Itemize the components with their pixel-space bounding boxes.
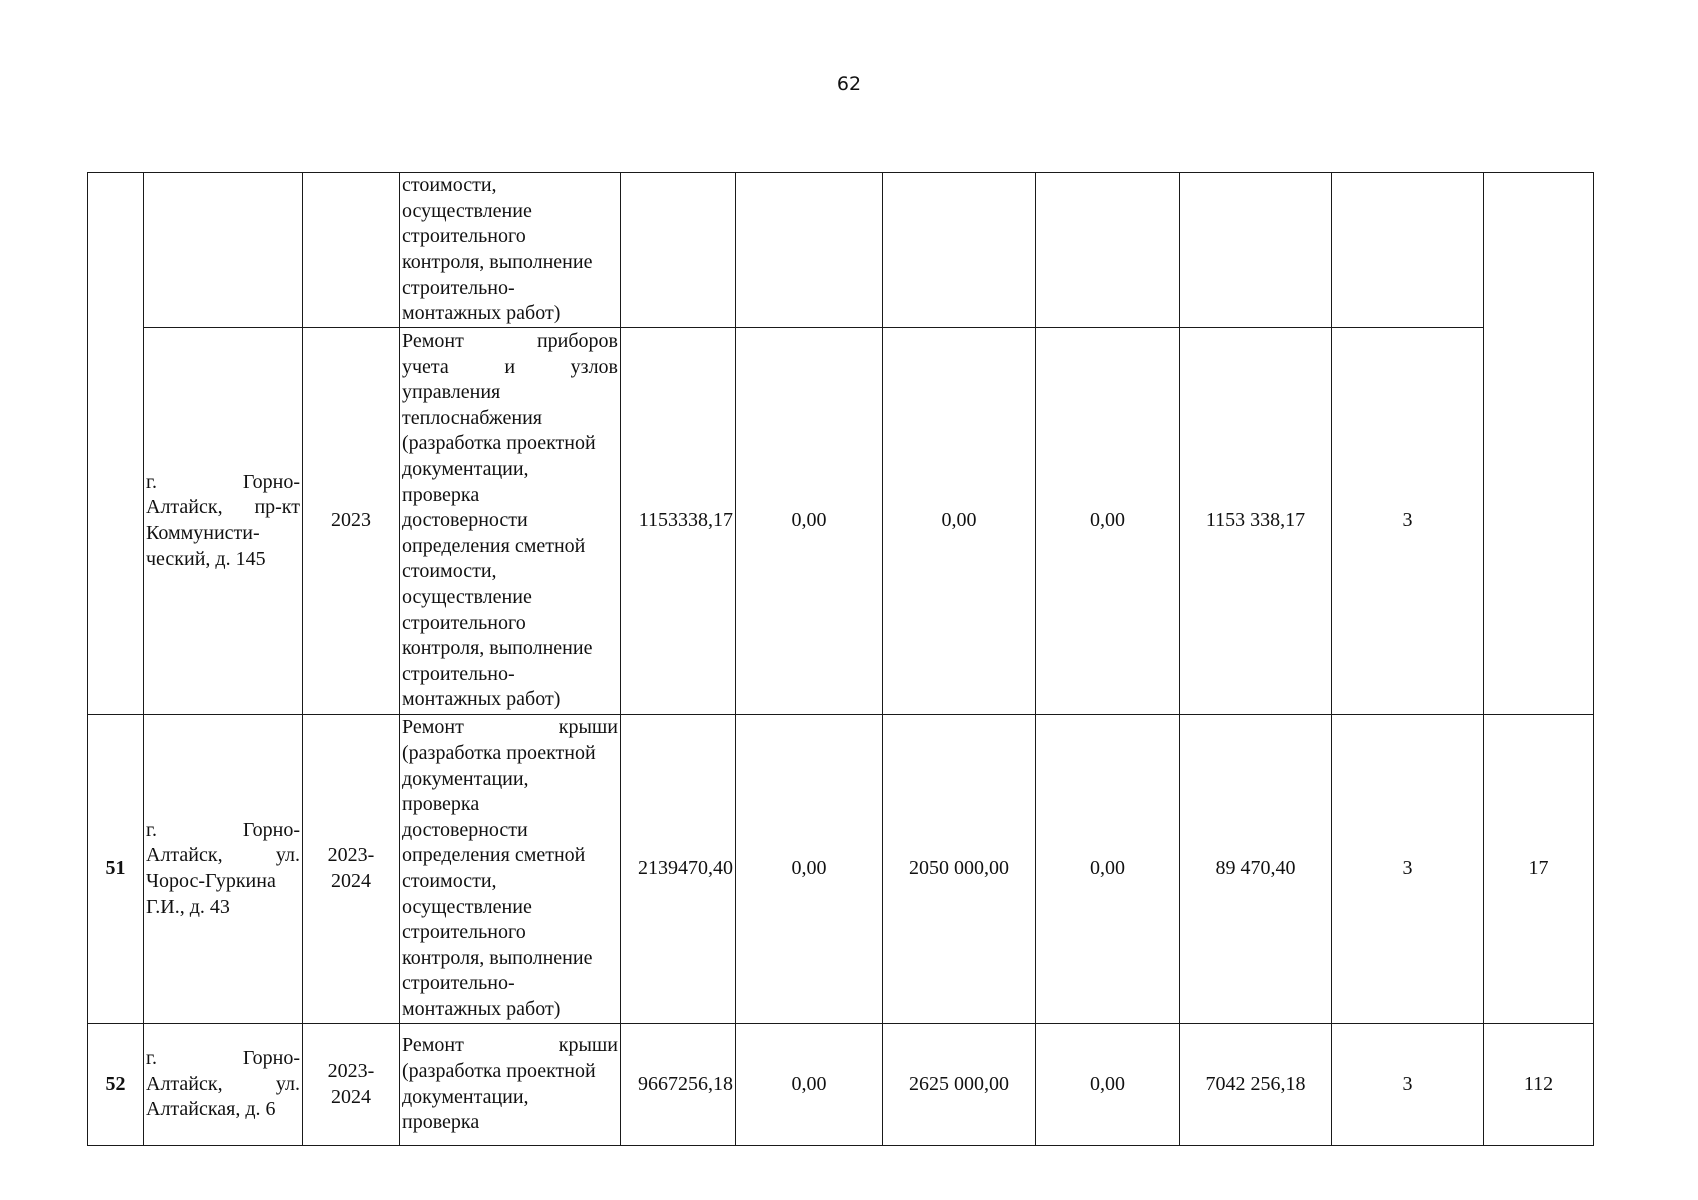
text-line: документации, bbox=[402, 1085, 529, 1108]
text-line: 2024 bbox=[331, 1085, 371, 1108]
text-line: определения сметной bbox=[402, 844, 586, 867]
address-cell bbox=[144, 328, 303, 715]
total-cost-cell: 1153338,17 bbox=[621, 328, 736, 715]
amount-cell: 7042 256,18 bbox=[1180, 1024, 1332, 1146]
text-line: ческий, д. 145 bbox=[146, 547, 266, 570]
text-line: управления bbox=[402, 381, 501, 404]
text-line: строительно- bbox=[402, 972, 515, 995]
text-line: Алтайская, д. 6 bbox=[146, 1098, 276, 1121]
table-row bbox=[88, 173, 1594, 328]
text-line: достоверности bbox=[402, 818, 528, 841]
work-description-cell bbox=[400, 715, 621, 1024]
total-cost-cell: 2139470,40 bbox=[621, 715, 736, 1024]
text-line: 2023- bbox=[327, 1059, 375, 1082]
amount-cell: 1153 338,17 bbox=[1180, 328, 1332, 715]
text-line: 2023 bbox=[331, 509, 371, 532]
text-line: документации, bbox=[402, 767, 529, 790]
text-line: документации, bbox=[402, 458, 529, 481]
text-line: г. Горно- bbox=[146, 470, 300, 493]
amount-cell: 0,00 bbox=[736, 1024, 883, 1146]
text-line: достоверности bbox=[402, 509, 528, 532]
text-line: Алтайск, ул. bbox=[146, 1072, 300, 1095]
amount-cell: 3 bbox=[1332, 328, 1484, 715]
amount-cell: 0,00 bbox=[736, 328, 883, 715]
address-cell bbox=[144, 173, 303, 328]
table-row bbox=[88, 715, 1594, 1024]
amount-cell bbox=[883, 173, 1036, 328]
amount-cell bbox=[736, 173, 883, 328]
text-line: монтажных работ) bbox=[402, 997, 561, 1020]
text-line: осуществление bbox=[402, 585, 532, 608]
year-cell bbox=[303, 328, 400, 715]
year-cell bbox=[303, 715, 400, 1024]
text-line: осуществление bbox=[402, 199, 532, 222]
text-line: проверка bbox=[402, 793, 480, 816]
text-line: стоимости, bbox=[402, 174, 497, 197]
address-cell bbox=[144, 1024, 303, 1146]
amount-cell: 89 470,40 bbox=[1180, 715, 1332, 1024]
text-line: г. Горно- bbox=[146, 1047, 300, 1070]
text-line: контроля, выполнение bbox=[402, 637, 593, 660]
table-row bbox=[88, 328, 1594, 715]
text-line: проверка bbox=[402, 1111, 480, 1134]
amount-cell: 2050 000,00 bbox=[883, 715, 1036, 1024]
text-line: Коммунисти- bbox=[146, 522, 260, 544]
text-line: строительно- bbox=[402, 276, 515, 299]
total-cost-cell bbox=[621, 173, 736, 328]
amount-cell: 0,00 bbox=[883, 328, 1036, 715]
text-line: Чорос-Гуркина bbox=[146, 870, 276, 892]
text-line: монтажных работ) bbox=[402, 302, 561, 325]
text-line: контроля, выполнение bbox=[402, 251, 593, 273]
work-description-cell bbox=[400, 328, 621, 715]
text-line: Ремонт крыши bbox=[402, 716, 618, 739]
total-cost-cell: 9667256,18 bbox=[621, 1024, 736, 1146]
work-description-cell bbox=[400, 1024, 621, 1146]
text-line: контроля, выполнение bbox=[402, 946, 593, 969]
work-description-cell bbox=[400, 173, 621, 328]
text-line: 2024 bbox=[331, 870, 371, 892]
row-number-cell bbox=[88, 173, 144, 715]
text-line: строительного bbox=[402, 921, 526, 944]
amount-cell: 3 bbox=[1332, 1024, 1484, 1146]
text-line: стоимости, bbox=[402, 560, 497, 583]
text-line: г. Горно- bbox=[146, 818, 300, 841]
text-line: монтажных работ) bbox=[402, 688, 561, 711]
text-line: теплоснабжения bbox=[402, 406, 542, 429]
amount-cell: 0,00 bbox=[736, 715, 883, 1024]
amount-cell bbox=[1036, 173, 1180, 328]
text-line: строительного bbox=[402, 611, 526, 634]
amount-cell bbox=[1484, 173, 1594, 715]
row-number-cell: 51 bbox=[88, 715, 144, 1024]
text-line: (разработка проектной bbox=[402, 1059, 596, 1082]
row-number-cell: 52 bbox=[88, 1024, 144, 1146]
amount-cell bbox=[1180, 173, 1332, 328]
address-cell bbox=[144, 715, 303, 1024]
text-line: Алтайск, ул. bbox=[146, 844, 300, 867]
amount-cell: 0,00 bbox=[1036, 328, 1180, 715]
table-row bbox=[88, 1024, 1594, 1146]
text-line: строительно- bbox=[402, 662, 515, 685]
amount-cell: 112 bbox=[1484, 1024, 1594, 1146]
amount-cell: 3 bbox=[1332, 715, 1484, 1024]
text-line: 2023- bbox=[327, 844, 375, 867]
text-line: Ремонт приборов bbox=[402, 330, 618, 353]
text-line: (разработка проектной bbox=[402, 742, 596, 765]
amount-cell: 0,00 bbox=[1036, 1024, 1180, 1146]
text-line: стоимости, bbox=[402, 870, 497, 892]
amount-cell: 2625 000,00 bbox=[883, 1024, 1036, 1146]
text-line: строительного bbox=[402, 225, 526, 248]
page-number: 62 bbox=[836, 73, 862, 95]
text-line: учета и узлов bbox=[402, 355, 618, 378]
text-line: (разработка проектной bbox=[402, 432, 596, 455]
text-line: определения сметной bbox=[402, 534, 586, 557]
text-line: Г.И., д. 43 bbox=[146, 895, 230, 918]
text-line: Алтайск, пр-кт bbox=[146, 496, 300, 519]
text-line: осуществление bbox=[402, 895, 532, 918]
text-line: Ремонт крыши bbox=[402, 1034, 618, 1057]
amount-cell: 0,00 bbox=[1036, 715, 1180, 1024]
amount-cell: 17 bbox=[1484, 715, 1594, 1024]
year-cell bbox=[303, 1024, 400, 1146]
text-line: проверка bbox=[402, 483, 480, 506]
works-table bbox=[87, 172, 1594, 1146]
amount-cell bbox=[1332, 173, 1484, 328]
year-cell bbox=[303, 173, 400, 328]
